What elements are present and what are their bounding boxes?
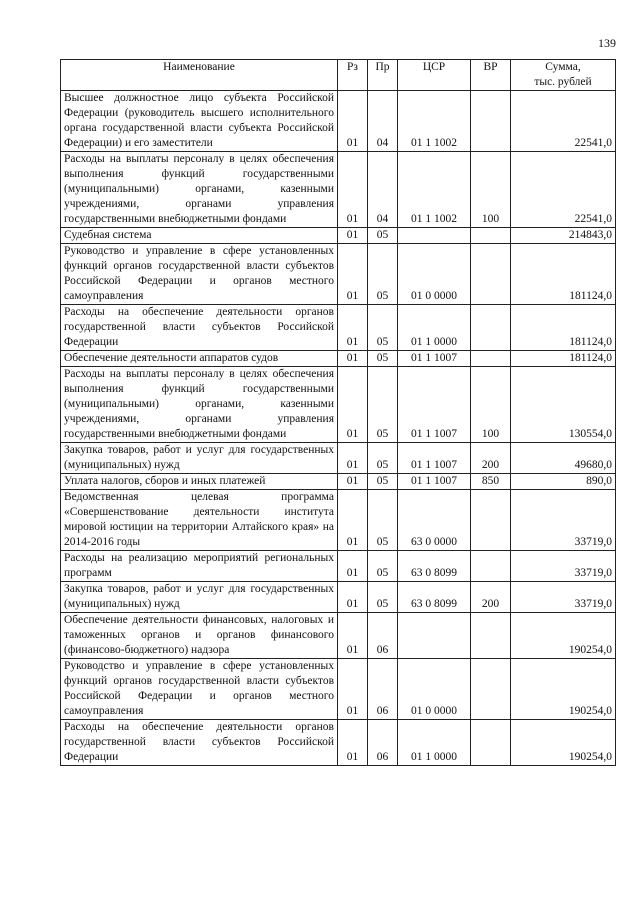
row-vr: [471, 720, 511, 766]
row-rz: 01: [338, 490, 368, 551]
row-pr: 05: [368, 305, 398, 351]
row-pr: 05: [368, 228, 398, 244]
row-pr: 05: [368, 244, 398, 305]
row-pr: 05: [368, 474, 398, 490]
row-name: Обеспечение деятельности финансовых, налоговых и таможенных органов и органов финансового (финансово-бюджетного) надзора: [61, 613, 338, 659]
row-sum: 22541,0: [511, 152, 616, 228]
row-pr: 06: [368, 613, 398, 659]
row-rz: 01: [338, 720, 368, 766]
header-sum-line1: Сумма,: [545, 61, 581, 73]
table-row: [61, 474, 616, 490]
row-rz: 01: [338, 613, 368, 659]
row-rz: 01: [338, 351, 368, 367]
row-csr: 63 0 8099: [398, 551, 471, 582]
row-rz: 01: [338, 152, 368, 228]
row-vr: [471, 659, 511, 720]
row-vr: [471, 351, 511, 367]
row-pr: 06: [368, 720, 398, 766]
table-row: [61, 490, 616, 551]
row-sum: 33719,0: [511, 551, 616, 582]
table-row: [61, 367, 616, 443]
row-sum: 33719,0: [511, 490, 616, 551]
row-sum: 190254,0: [511, 659, 616, 720]
row-csr: 01 1 0000: [398, 305, 471, 351]
row-rz: 01: [338, 659, 368, 720]
page-number: 139: [598, 36, 616, 50]
row-sum: 181124,0: [511, 305, 616, 351]
table-row: [61, 152, 616, 228]
row-csr: 01 1 1007: [398, 367, 471, 443]
row-vr: [471, 490, 511, 551]
header-sum-line2: тыс. рублей: [534, 76, 592, 88]
table-row: [61, 551, 616, 582]
row-name: Расходы на выплаты персоналу в целях обеспечения выполнения функций государственными (муниципальными) органами, казенными учреждениями, органами управления государственными внебюджетными фондами: [61, 367, 338, 443]
row-rz: 01: [338, 474, 368, 490]
row-csr: 63 0 0000: [398, 490, 471, 551]
row-vr: [471, 551, 511, 582]
budget-table: [60, 59, 616, 766]
row-vr: 850: [471, 474, 511, 490]
row-pr: 05: [368, 582, 398, 613]
table-row: [61, 659, 616, 720]
row-csr: 01 1 1007: [398, 351, 471, 367]
row-csr: 01 0 0000: [398, 659, 471, 720]
row-pr: 05: [368, 367, 398, 443]
row-vr: [471, 244, 511, 305]
row-rz: 01: [338, 91, 368, 152]
row-pr: 05: [368, 551, 398, 582]
row-csr: 01 1 0000: [398, 720, 471, 766]
table-row: [61, 443, 616, 474]
row-rz: 01: [338, 367, 368, 443]
table-row: [61, 228, 616, 244]
row-name: Закупка товаров, работ и услуг для государственных (муниципальных) нужд: [61, 582, 338, 613]
row-pr: 04: [368, 91, 398, 152]
row-csr: 01 0 0000: [398, 244, 471, 305]
row-rz: 01: [338, 305, 368, 351]
row-sum: 181124,0: [511, 244, 616, 305]
row-sum: 890,0: [511, 474, 616, 490]
row-vr: 200: [471, 443, 511, 474]
row-name: Расходы на выплаты персоналу в целях обеспечения выполнения функций государственными (муниципальными) органами, казенными учреждениями, органами управления государственными внебюджетными фондами: [61, 152, 338, 228]
row-name: Обеспечение деятельности аппаратов судов: [61, 351, 338, 367]
row-vr: 100: [471, 367, 511, 443]
row-name: Ведомственная целевая программа «Совершенствование деятельности института мировой юстиции на территории Алтайского края» на 2014-2016 годы: [61, 490, 338, 551]
table-row: [61, 305, 616, 351]
row-csr: 63 0 8099: [398, 582, 471, 613]
row-rz: 01: [338, 244, 368, 305]
table-row: [61, 720, 616, 766]
header-pr: Пр: [368, 60, 398, 91]
row-sum: 214843,0: [511, 228, 616, 244]
row-csr: [398, 613, 471, 659]
row-pr: 05: [368, 490, 398, 551]
row-pr: 05: [368, 351, 398, 367]
row-name: Руководство и управление в сфере установленных функций органов государственной власти субъектов Российской Федерации и органов местного самоуправления: [61, 659, 338, 720]
row-name: Руководство и управление в сфере установленных функций органов государственной власти субъектов Российской Федерации и органов местного самоуправления: [61, 244, 338, 305]
row-name: Расходы на обеспечение деятельности органов государственной власти субъектов Российской Федерации: [61, 305, 338, 351]
row-sum: 33719,0: [511, 582, 616, 613]
header-row: [61, 60, 616, 91]
table-row: [61, 244, 616, 305]
row-rz: 01: [338, 443, 368, 474]
row-csr: 01 1 1002: [398, 91, 471, 152]
row-csr: [398, 228, 471, 244]
row-name: Закупка товаров, работ и услуг для государственных (муниципальных) нужд: [61, 443, 338, 474]
row-vr: [471, 228, 511, 244]
row-vr: 100: [471, 152, 511, 228]
row-name: Расходы на обеспечение деятельности органов государственной власти субъектов Российской Федерации: [61, 720, 338, 766]
row-rz: 01: [338, 582, 368, 613]
table-row: [61, 582, 616, 613]
row-pr: 06: [368, 659, 398, 720]
table-row: [61, 91, 616, 152]
row-vr: [471, 305, 511, 351]
row-name: Уплата налогов, сборов и иных платежей: [61, 474, 338, 490]
row-name: Судебная система: [61, 228, 338, 244]
row-sum: 190254,0: [511, 720, 616, 766]
row-rz: 01: [338, 551, 368, 582]
row-vr: 200: [471, 582, 511, 613]
row-sum: 22541,0: [511, 91, 616, 152]
header-rz: Рз: [338, 60, 368, 91]
table-row: [61, 351, 616, 367]
header-vr: ВР: [471, 60, 511, 91]
header-name: Наименование: [61, 60, 338, 91]
row-csr: 01 1 1007: [398, 474, 471, 490]
row-sum: 49680,0: [511, 443, 616, 474]
row-pr: 04: [368, 152, 398, 228]
row-name: Высшее должностное лицо субъекта Российской Федерации (руководитель высшего исполнительного органа государственной власти субъекта Российской Федерации) и его заместители: [61, 91, 338, 152]
header-sum: [511, 60, 616, 91]
row-vr: [471, 613, 511, 659]
row-name: Расходы на реализацию мероприятий региональных программ: [61, 551, 338, 582]
row-pr: 05: [368, 443, 398, 474]
row-sum: 190254,0: [511, 613, 616, 659]
row-sum: 181124,0: [511, 351, 616, 367]
table-row: [61, 613, 616, 659]
row-csr: 01 1 1002: [398, 152, 471, 228]
row-rz: 01: [338, 228, 368, 244]
header-csr: ЦСР: [398, 60, 471, 91]
row-csr: 01 1 1007: [398, 443, 471, 474]
row-vr: [471, 91, 511, 152]
row-sum: 130554,0: [511, 367, 616, 443]
